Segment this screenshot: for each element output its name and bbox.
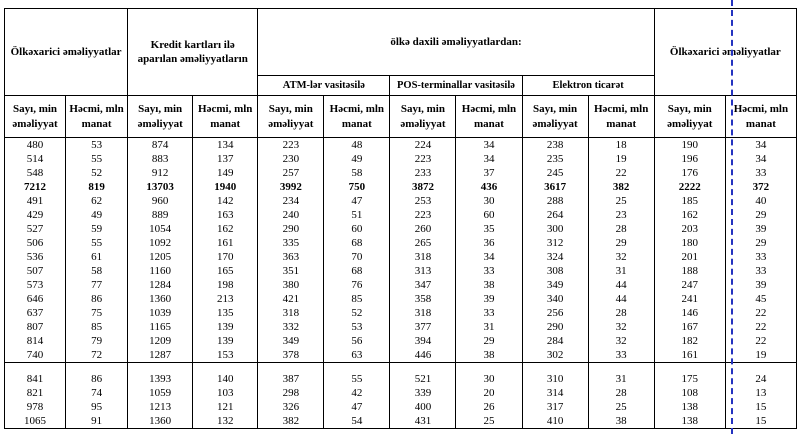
table-cell: 201 <box>654 250 725 264</box>
table-cell: 3992 <box>258 180 324 194</box>
table-cell: 52 <box>66 166 128 180</box>
table-cell: 29 <box>725 208 796 222</box>
table-cell: 1209 <box>128 334 193 348</box>
table-cell: 750 <box>324 180 390 194</box>
table-cell: 264 <box>522 208 588 222</box>
table-cell: 86 <box>66 292 128 306</box>
table-cell <box>390 363 456 372</box>
table-cell: 3872 <box>390 180 456 194</box>
table-row <box>5 208 797 222</box>
table-cell: 318 <box>390 306 456 320</box>
table-cell: 308 <box>522 264 588 278</box>
table-cell: 61 <box>66 250 128 264</box>
table-cell: 213 <box>193 292 258 306</box>
table-cell: 198 <box>193 278 258 292</box>
table-cell: 35 <box>456 222 522 236</box>
table-cell: 378 <box>258 348 324 363</box>
group-header-foreign-left: Ölkəxarici əməliyyatlar <box>5 9 128 96</box>
table-cell: 161 <box>654 348 725 363</box>
table-cell: 2222 <box>654 180 725 194</box>
blank-row <box>5 363 797 372</box>
table-cell: 480 <box>5 138 66 153</box>
table-row <box>5 194 797 208</box>
table-cell: 646 <box>5 292 66 306</box>
table-cell: 28 <box>588 222 654 236</box>
unit-header-sayi: Sayı, min əməliyyat <box>5 96 66 138</box>
table-row <box>5 222 797 236</box>
table-cell: 45 <box>725 292 796 306</box>
table-cell: 162 <box>654 208 725 222</box>
table-cell: 257 <box>258 166 324 180</box>
table-cell: 33 <box>725 250 796 264</box>
table-cell: 1360 <box>128 414 193 429</box>
table-cell: 54 <box>324 414 390 429</box>
table-cell: 75 <box>66 306 128 320</box>
table-cell: 814 <box>5 334 66 348</box>
table-cell: 31 <box>588 372 654 386</box>
table-cell: 874 <box>128 138 193 153</box>
table-cell: 163 <box>193 208 258 222</box>
table-cell: 49 <box>66 208 128 222</box>
table-cell: 446 <box>390 348 456 363</box>
table-cell: 29 <box>588 236 654 250</box>
table-cell: 176 <box>654 166 725 180</box>
table-cell: 347 <box>390 278 456 292</box>
unit-header-sayi: Sayı, min əməliyyat <box>654 96 725 138</box>
table-cell: 138 <box>654 400 725 414</box>
table-cell: 819 <box>66 180 128 194</box>
table-cell: 37 <box>456 166 522 180</box>
table-cell: 32 <box>588 250 654 264</box>
table-row <box>5 250 797 264</box>
table-cell: 1287 <box>128 348 193 363</box>
table-cell: 47 <box>324 194 390 208</box>
unit-header-hecmi: Həcmi, mln manat <box>588 96 654 138</box>
table-cell: 48 <box>324 138 390 153</box>
table-cell: 363 <box>258 250 324 264</box>
table-cell: 44 <box>588 292 654 306</box>
table-cell: 134 <box>193 138 258 153</box>
table-cell: 290 <box>522 320 588 334</box>
table-cell: 165 <box>193 264 258 278</box>
table-cell: 23 <box>588 208 654 222</box>
table-cell <box>324 363 390 372</box>
table-cell: 146 <box>654 306 725 320</box>
table-cell: 142 <box>193 194 258 208</box>
table-cell: 883 <box>128 152 193 166</box>
table-cell <box>588 363 654 372</box>
table-cell: 19 <box>725 348 796 363</box>
table-cell: 637 <box>5 306 66 320</box>
table-cell: 233 <box>390 166 456 180</box>
table-cell: 63 <box>324 348 390 363</box>
table-cell: 410 <box>522 414 588 429</box>
table-cell: 1360 <box>128 292 193 306</box>
table-cell: 372 <box>725 180 796 194</box>
table-cell: 39 <box>456 292 522 306</box>
table-cell: 380 <box>258 278 324 292</box>
unit-header-row <box>5 96 797 138</box>
table-cell: 978 <box>5 400 66 414</box>
table-cell: 58 <box>66 264 128 278</box>
table-cell: 28 <box>588 306 654 320</box>
table-cell: 28 <box>588 386 654 400</box>
table-cell <box>5 363 66 372</box>
table-row <box>5 166 797 180</box>
unit-header-sayi: Sayı, min əməliyyat <box>522 96 588 138</box>
table-cell: 161 <box>193 236 258 250</box>
table-cell: 1059 <box>128 386 193 400</box>
table-cell: 188 <box>654 264 725 278</box>
table-cell: 527 <box>5 222 66 236</box>
table-cell: 20 <box>456 386 522 400</box>
table-cell: 238 <box>522 138 588 153</box>
table-cell: 7212 <box>5 180 66 194</box>
table-cell <box>128 363 193 372</box>
table-row <box>5 138 797 153</box>
table-cell: 60 <box>324 222 390 236</box>
table-cell: 340 <box>522 292 588 306</box>
table-cell: 180 <box>654 236 725 250</box>
table-cell <box>654 363 725 372</box>
table-cell: 55 <box>66 152 128 166</box>
table-cell: 70 <box>324 250 390 264</box>
table-cell: 224 <box>390 138 456 153</box>
table-cell: 68 <box>324 264 390 278</box>
table-cell: 132 <box>193 414 258 429</box>
table-cell: 15 <box>725 400 796 414</box>
table-cell: 740 <box>5 348 66 363</box>
unit-header-hecmi: Həcmi, mln manat <box>66 96 128 138</box>
group-header-foreign-right: Ölkəxarici əməliyyatlar <box>654 9 796 96</box>
table-cell: 349 <box>258 334 324 348</box>
group-header-domestic: ölkə daxili əməliyyatlardan: <box>258 9 654 76</box>
table-cell: 38 <box>456 278 522 292</box>
table-cell: 85 <box>66 320 128 334</box>
table-cell: 47 <box>324 400 390 414</box>
table-row <box>5 292 797 306</box>
table-cell: 140 <box>193 372 258 386</box>
table-cell: 514 <box>5 152 66 166</box>
table-cell: 22 <box>725 306 796 320</box>
table-cell <box>258 363 324 372</box>
table-row <box>5 278 797 292</box>
table-cell: 31 <box>588 264 654 278</box>
table-cell: 53 <box>324 320 390 334</box>
table-cell: 317 <box>522 400 588 414</box>
table-cell: 3617 <box>522 180 588 194</box>
table-cell: 22 <box>725 334 796 348</box>
table-cell: 240 <box>258 208 324 222</box>
table-cell: 234 <box>258 194 324 208</box>
table-cell: 349 <box>522 278 588 292</box>
table-row <box>5 236 797 250</box>
table-cell: 241 <box>654 292 725 306</box>
table-cell <box>456 363 522 372</box>
table-cell: 821 <box>5 386 66 400</box>
table-cell: 108 <box>654 386 725 400</box>
table-cell: 223 <box>390 152 456 166</box>
table-row <box>5 152 797 166</box>
table-cell: 185 <box>654 194 725 208</box>
unit-header-sayi: Sayı, min əməliyyat <box>390 96 456 138</box>
table-cell: 326 <box>258 400 324 414</box>
table-cell: 39 <box>725 278 796 292</box>
table-cell: 53 <box>66 138 128 153</box>
unit-header-hecmi: Həcmi, mln manat <box>193 96 258 138</box>
table-cell: 138 <box>654 414 725 429</box>
table-cell: 76 <box>324 278 390 292</box>
table-cell: 52 <box>324 306 390 320</box>
table-cell: 318 <box>390 250 456 264</box>
group-header-row <box>5 9 797 76</box>
table-cell: 170 <box>193 250 258 264</box>
table-cell: 19 <box>588 152 654 166</box>
table-cell: 56 <box>324 334 390 348</box>
table-cell: 265 <box>390 236 456 250</box>
table-cell: 298 <box>258 386 324 400</box>
table-cell: 59 <box>66 222 128 236</box>
table-cell: 1065 <box>5 414 66 429</box>
table-row <box>5 372 797 386</box>
table-cell: 32 <box>588 320 654 334</box>
table-cell: 382 <box>588 180 654 194</box>
table-cell: 38 <box>588 414 654 429</box>
table-row <box>5 320 797 334</box>
table-row <box>5 400 797 414</box>
table-cell: 33 <box>725 166 796 180</box>
table-cell: 429 <box>5 208 66 222</box>
table-cell: 22 <box>588 166 654 180</box>
table-cell: 40 <box>725 194 796 208</box>
table-cell: 31 <box>456 320 522 334</box>
table-cell: 121 <box>193 400 258 414</box>
table-cell: 32 <box>588 334 654 348</box>
unit-header-hecmi: Həcmi, mln manat <box>456 96 522 138</box>
table-cell: 288 <box>522 194 588 208</box>
table-cell: 162 <box>193 222 258 236</box>
unit-header-sayi: Sayı, min əməliyyat <box>258 96 324 138</box>
unit-header-hecmi: Həcmi, mln manat <box>725 96 796 138</box>
table-cell: 55 <box>324 372 390 386</box>
table-cell: 85 <box>324 292 390 306</box>
table-cell: 1092 <box>128 236 193 250</box>
table-cell: 34 <box>456 250 522 264</box>
table-cell: 318 <box>258 306 324 320</box>
table-cell: 26 <box>456 400 522 414</box>
table-cell: 42 <box>324 386 390 400</box>
subgroup-header-ecommerce: Elektron ticarət <box>522 76 654 96</box>
table-cell: 1039 <box>128 306 193 320</box>
subgroup-header-atm: ATM-lər vasitəsilə <box>258 76 390 96</box>
unit-header-sayi: Sayı, min əməliyyat <box>128 96 193 138</box>
table-cell: 807 <box>5 320 66 334</box>
table-cell: 13 <box>725 386 796 400</box>
table-cell: 253 <box>390 194 456 208</box>
table-cell: 79 <box>66 334 128 348</box>
table-cell <box>725 363 796 372</box>
table-cell: 521 <box>390 372 456 386</box>
table-body <box>5 138 797 429</box>
table-cell: 135 <box>193 306 258 320</box>
table-cell: 86 <box>66 372 128 386</box>
table-cell: 33 <box>588 348 654 363</box>
table-cell: 358 <box>390 292 456 306</box>
table-cell: 256 <box>522 306 588 320</box>
table-cell: 18 <box>588 138 654 153</box>
table-cell: 300 <box>522 222 588 236</box>
table-cell: 247 <box>654 278 725 292</box>
table-cell: 324 <box>522 250 588 264</box>
table-cell: 68 <box>324 236 390 250</box>
table-cell: 339 <box>390 386 456 400</box>
table-cell: 1393 <box>128 372 193 386</box>
table-cell: 58 <box>324 166 390 180</box>
table-cell: 573 <box>5 278 66 292</box>
table-cell: 313 <box>390 264 456 278</box>
table-cell: 55 <box>66 236 128 250</box>
table-cell: 34 <box>456 152 522 166</box>
table-cell: 139 <box>193 320 258 334</box>
table-cell: 139 <box>193 334 258 348</box>
table-cell <box>522 363 588 372</box>
table-cell: 436 <box>456 180 522 194</box>
table-cell: 223 <box>390 208 456 222</box>
table-cell: 548 <box>5 166 66 180</box>
unit-header-hecmi: Həcmi, mln manat <box>324 96 390 138</box>
table-cell: 960 <box>128 194 193 208</box>
table-cell <box>66 363 128 372</box>
table-cell: 34 <box>725 138 796 153</box>
table-cell: 29 <box>456 334 522 348</box>
table-cell: 91 <box>66 414 128 429</box>
table-cell: 33 <box>456 306 522 320</box>
table-cell: 36 <box>456 236 522 250</box>
table-cell: 175 <box>654 372 725 386</box>
table-row <box>5 414 797 429</box>
table-cell: 230 <box>258 152 324 166</box>
subgroup-header-pos: POS-terminallar vasitəsilə <box>390 76 522 96</box>
table-cell: 137 <box>193 152 258 166</box>
operations-table <box>4 8 797 429</box>
table-cell: 387 <box>258 372 324 386</box>
table-cell <box>193 363 258 372</box>
table-cell: 536 <box>5 250 66 264</box>
table-cell: 889 <box>128 208 193 222</box>
table-cell: 351 <box>258 264 324 278</box>
table-cell: 377 <box>390 320 456 334</box>
spreadsheet-fragment <box>4 8 797 429</box>
table-cell: 51 <box>324 208 390 222</box>
table-cell: 190 <box>654 138 725 153</box>
table-cell: 290 <box>258 222 324 236</box>
table-cell: 33 <box>456 264 522 278</box>
table-row <box>5 264 797 278</box>
table-cell: 1205 <box>128 250 193 264</box>
table-cell: 203 <box>654 222 725 236</box>
table-cell: 421 <box>258 292 324 306</box>
table-cell: 245 <box>522 166 588 180</box>
table-cell: 24 <box>725 372 796 386</box>
table-cell: 25 <box>588 400 654 414</box>
table-cell: 60 <box>456 208 522 222</box>
table-cell: 1284 <box>128 278 193 292</box>
table-cell: 1054 <box>128 222 193 236</box>
table-cell: 332 <box>258 320 324 334</box>
table-cell: 196 <box>654 152 725 166</box>
table-cell: 394 <box>390 334 456 348</box>
table-cell: 1213 <box>128 400 193 414</box>
table-cell: 182 <box>654 334 725 348</box>
table-cell: 30 <box>456 194 522 208</box>
table-cell: 223 <box>258 138 324 153</box>
table-cell: 44 <box>588 278 654 292</box>
table-cell: 302 <box>522 348 588 363</box>
table-cell: 34 <box>725 152 796 166</box>
table-cell: 149 <box>193 166 258 180</box>
table-row <box>5 386 797 400</box>
table-cell: 77 <box>66 278 128 292</box>
table-cell: 312 <box>522 236 588 250</box>
table-header <box>5 9 797 138</box>
table-cell: 49 <box>324 152 390 166</box>
table-cell: 314 <box>522 386 588 400</box>
table-cell: 103 <box>193 386 258 400</box>
table-cell: 491 <box>5 194 66 208</box>
table-cell: 33 <box>725 264 796 278</box>
table-cell: 22 <box>725 320 796 334</box>
table-row <box>5 334 797 348</box>
table-cell: 1940 <box>193 180 258 194</box>
table-cell: 34 <box>456 138 522 153</box>
table-cell: 1165 <box>128 320 193 334</box>
table-row <box>5 306 797 320</box>
table-row <box>5 348 797 363</box>
table-cell: 431 <box>390 414 456 429</box>
table-cell: 62 <box>66 194 128 208</box>
table-cell: 13703 <box>128 180 193 194</box>
table-cell: 38 <box>456 348 522 363</box>
table-cell: 1160 <box>128 264 193 278</box>
table-cell: 335 <box>258 236 324 250</box>
table-cell: 15 <box>725 414 796 429</box>
table-cell: 95 <box>66 400 128 414</box>
table-cell: 235 <box>522 152 588 166</box>
page-break-line <box>731 0 733 434</box>
table-cell: 25 <box>456 414 522 429</box>
table-cell: 382 <box>258 414 324 429</box>
table-cell: 74 <box>66 386 128 400</box>
table-cell: 29 <box>725 236 796 250</box>
table-cell: 39 <box>725 222 796 236</box>
table-cell: 841 <box>5 372 66 386</box>
table-cell: 284 <box>522 334 588 348</box>
table-cell: 167 <box>654 320 725 334</box>
table-row <box>5 180 797 194</box>
table-cell: 400 <box>390 400 456 414</box>
table-cell: 310 <box>522 372 588 386</box>
table-cell: 25 <box>588 194 654 208</box>
table-cell: 912 <box>128 166 193 180</box>
table-cell: 260 <box>390 222 456 236</box>
table-cell: 153 <box>193 348 258 363</box>
group-header-credit-cards: Kredit kartları ilə aparılan əməliyyatların <box>128 9 258 96</box>
table-cell: 507 <box>5 264 66 278</box>
table-cell: 506 <box>5 236 66 250</box>
table-cell: 72 <box>66 348 128 363</box>
table-cell: 30 <box>456 372 522 386</box>
